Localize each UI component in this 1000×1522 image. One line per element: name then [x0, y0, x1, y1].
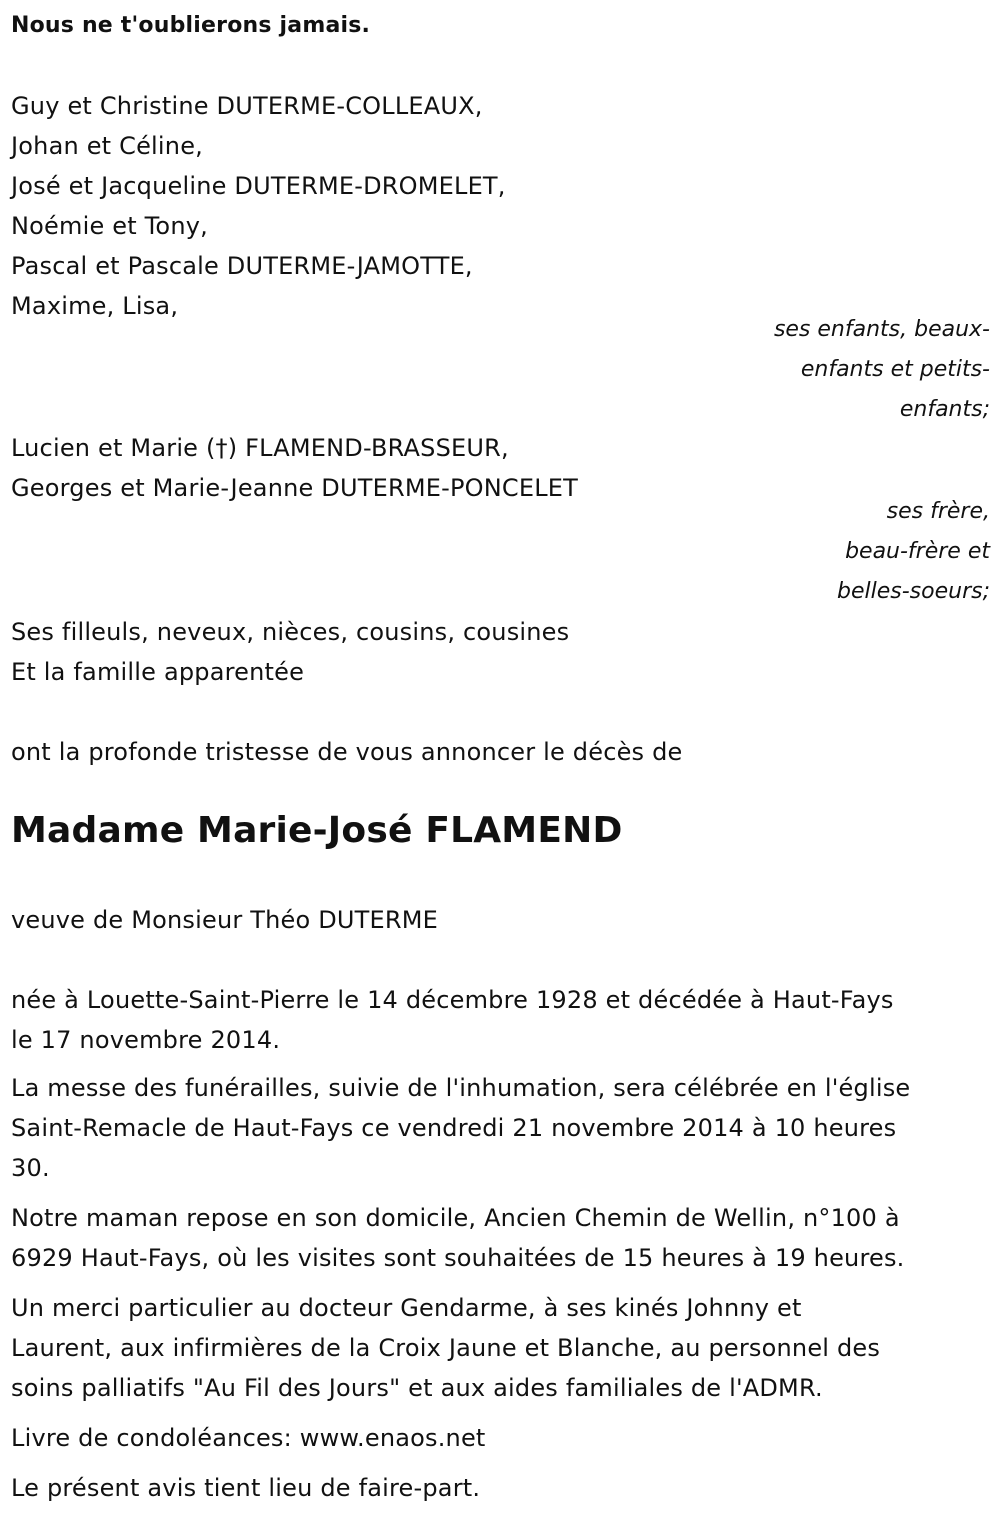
family-line: José et Jacqueline DUTERME-DROMELET, — [11, 172, 506, 200]
funeral-info: Saint-Remacle de Haut-Fays ce vendredi 21 novembre 2014 à 10 heures — [11, 1114, 897, 1142]
family-line: Johan et Céline, — [11, 132, 203, 160]
family-line: Ses filleuls, neveux, nièces, cousins, cousines — [11, 618, 570, 646]
family-line: Georges et Marie-Jeanne DUTERME-PONCELET — [11, 474, 579, 502]
funeral-info: La messe des funérailles, suivie de l'inhumation, sera célébrée en l'église — [11, 1074, 911, 1102]
thanks: Un merci particulier au docteur Gendarme, à ses kinés Johnny et — [11, 1294, 802, 1322]
siblings-role: belles-soeurs; — [837, 579, 990, 604]
family-line: Et la famille apparentée — [11, 658, 305, 686]
siblings-role: beau-frère et — [845, 539, 990, 564]
birth-death: le 17 novembre 2014. — [11, 1026, 281, 1054]
condolences: Livre de condoléances: www.enaos.net — [11, 1424, 486, 1452]
family-line: Maxime, Lisa, — [11, 292, 179, 320]
family-line: Pascal et Pascale DUTERME-JAMOTTE, — [11, 252, 473, 280]
thanks: soins palliatifs "Au Fil des Jours" et aux aides familiales de l'ADMR. — [11, 1374, 823, 1402]
rest-info: 6929 Haut-Fays, où les visites sont souhaitées de 15 heures à 19 heures. — [11, 1244, 905, 1272]
notice-note: Le présent avis tient lieu de faire-part. — [11, 1474, 481, 1502]
birth-death: née à Louette-Saint-Pierre le 14 décembre 1928 et décédée à Haut-Fays — [11, 986, 894, 1014]
widow-of: veuve de Monsieur Théo DUTERME — [11, 906, 439, 934]
thanks: Laurent, aux infirmières de la Croix Jaune et Blanche, au personnel des — [11, 1334, 881, 1362]
funeral-info: 30. — [11, 1154, 50, 1182]
children-role: ses enfants, beaux- — [773, 317, 990, 342]
notice-heading: Nous ne t'oublierons jamais. — [11, 13, 371, 38]
siblings-role: ses frère, — [886, 499, 990, 524]
children-role: enfants; — [899, 397, 990, 422]
rest-info: Notre maman repose en son domicile, Ancien Chemin de Wellin, n°100 à — [11, 1204, 900, 1232]
family-line: Lucien et Marie (†) FLAMEND-BRASSEUR, — [11, 434, 509, 462]
children-role: enfants et petits- — [800, 357, 990, 382]
announcement: ont la profonde tristesse de vous annoncer le décès de — [11, 738, 683, 766]
family-line: Guy et Christine DUTERME-COLLEAUX, — [11, 92, 483, 120]
deceased-name: Madame Marie-José FLAMEND — [11, 810, 623, 851]
family-line: Noémie et Tony, — [11, 212, 208, 240]
